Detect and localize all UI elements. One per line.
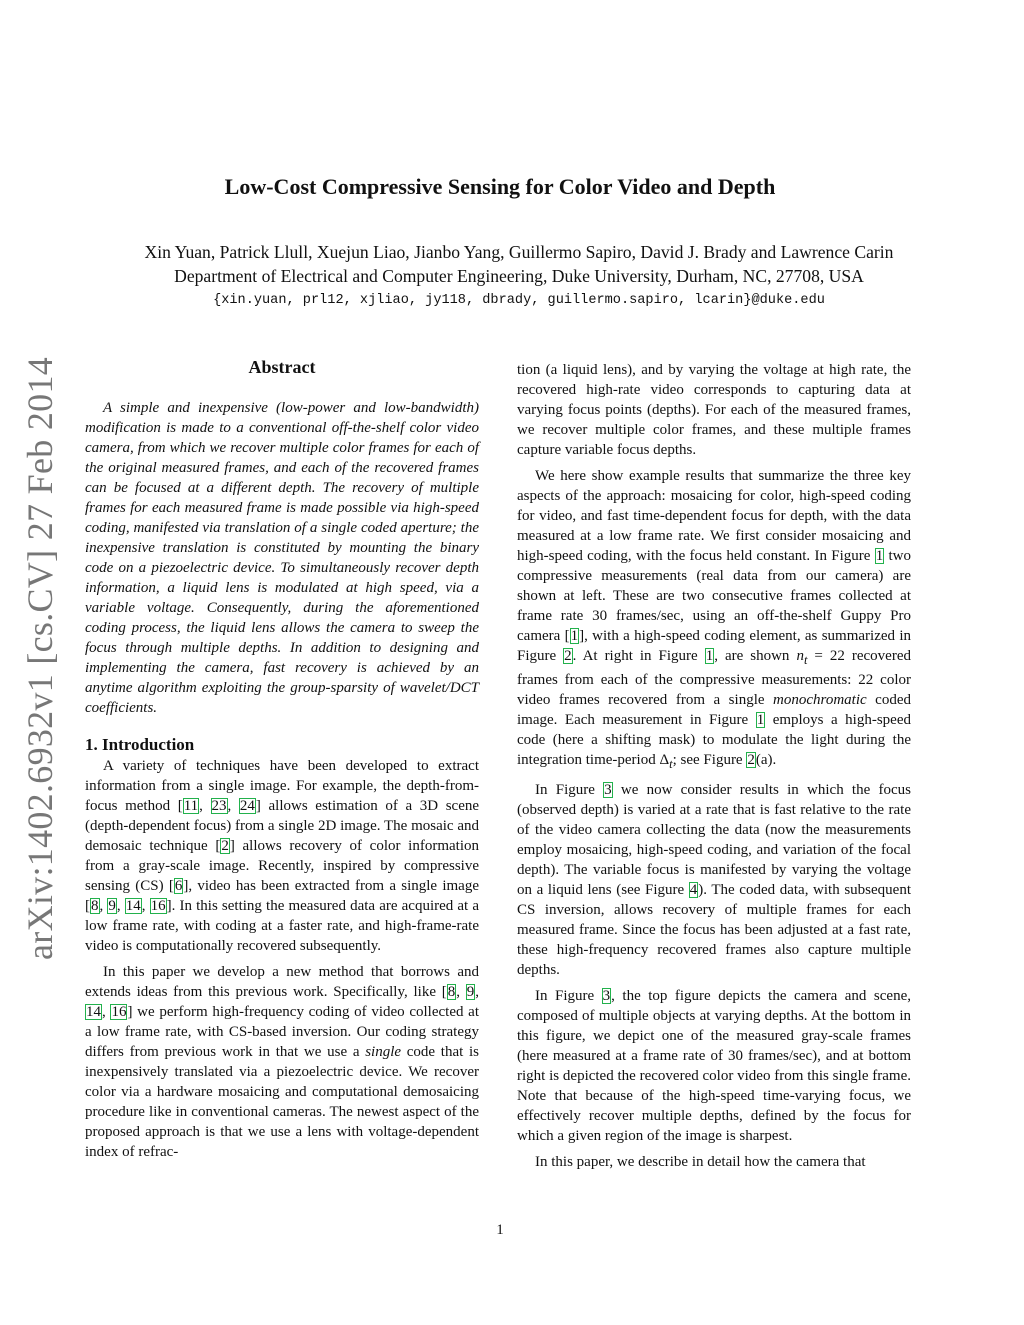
right-paragraph-4	[517, 986, 911, 1146]
right-p4-text-b: , the top figure depicts the camera and scene, composed of multiple objects at varying depths. At the bottom in this figure, we depict one of the measured gray-scale frames (here measured at a frame rate of 30 frames/sec), and at bottom right is depicted the recovered color video from this single frame. Note that because of the high-speed time-varying focus, we effectively recover multiple depths, defined by the focus for which a given region of the image is sharpest.	[517, 988, 911, 1144]
intro-p1-text-d: ], video has been extracted from a single image [	[85, 878, 479, 914]
figure-ref-link[interactable]: 3	[604, 782, 612, 798]
math-nt-subscript: t	[803, 653, 808, 667]
author-affiliation: Department of Electrical and Computer Engineering, Duke University, Durham, NC, 27708, USA	[174, 266, 864, 286]
citation-link[interactable]: 14	[125, 898, 141, 914]
citation-separator: ,	[227, 798, 239, 814]
right-p2-text-j: (a).	[755, 752, 777, 768]
figure-ref-link[interactable]: 4	[689, 882, 698, 898]
left-column	[85, 352, 479, 1162]
citation-separator: ,	[475, 984, 479, 1000]
citation-separator: ,	[102, 1004, 111, 1020]
right-paragraph-1: tion (a liquid lens), and by varying the voltage at high rate, the recovered high-rate video corresponds to capturing data at varying focus points (depths). For each of the measured frames, we recover multiple color frames, and these multiple frames capture variable focus depths.	[517, 362, 911, 458]
right-p2-text-f: recovered frames from each of the compressive measurements: 22 color video frames recovered from a single	[517, 648, 911, 708]
citation-link[interactable]: 11	[183, 798, 199, 814]
math-delta-base: Δ	[659, 752, 670, 768]
right-p3-text-b: we now consider results in which the focus (observed depth) is varied at a rate that is fast relative to the rate of the video camera collecting the data (now the measurements employ mosaicing, high-speed coding, and variation of the focal depth). The variable focus is manifested by varying the voltage on a liquid lens (see Figure	[517, 782, 911, 898]
citation-link[interactable]: 2	[221, 838, 229, 854]
intro-p1-text-c: ] allows recovery of color information from a gray-scale image. Recently, inspired by compressive sensing (CS) [	[85, 838, 479, 894]
citation-link[interactable]: 14	[86, 1004, 101, 1020]
right-p3-text-c: ). The coded data, with subsequent CS inversion, allows recovery of multiple frames for each measured frame. Since the focus has been adjusted at a fast rate, these high-frequency recovered frames also capture multiple depths.	[517, 882, 911, 978]
math-delta-subscript: t	[669, 757, 673, 771]
arxiv-identifier-stamp: arXiv:1402.6932v1 [cs.CV] 27 Feb 2014	[20, 356, 60, 960]
abstract-heading: Abstract	[248, 357, 316, 377]
right-p2-text-a: We here show example results that summarize the three key aspects of the approach: mosaicing for color, high-speed coding for video, and fast time-dependent focus for depth, with the data measured at a low frame rate. We first consider mosaicing and high-speed coding, with the focus held constant. In Figure	[517, 468, 911, 564]
citation-link[interactable]: 6	[174, 878, 183, 894]
citation-link[interactable]: 23	[211, 798, 227, 814]
right-p2-text-e: , are shown	[714, 648, 797, 664]
right-p2-text-d: . At right in Figure	[572, 648, 705, 664]
right-p2-text-g: coded image. Each measurement in Figure	[517, 692, 911, 728]
citation-link[interactable]: 1	[570, 628, 579, 644]
right-paragraph-5: In this paper, we describe in detail how the camera that	[535, 1154, 866, 1170]
right-p2-text-c: ], with a high-speed coding element, as summarized in Figure	[517, 628, 911, 664]
citation-link[interactable]: 8	[91, 898, 99, 914]
citation-link[interactable]: 16	[111, 1004, 127, 1020]
intro-p2-text-c: code that is inexpensively translated via a piezoelectric device. We recover color via a hardware mosaicing and computational demosaicing procedure like in conventional cameras. The newest aspect of the proposed approach is that we use a lens with voltage-dependent index of refrac-	[85, 1044, 479, 1160]
author-emails: {xin.yuan, prl12, xjliao, jy118, dbrady, guillermo.sapiro, lcarin}@duke.edu	[213, 293, 825, 308]
intro-paragraph-1	[85, 756, 479, 956]
abstract-body	[85, 398, 479, 718]
citation-separator: ,	[456, 984, 466, 1000]
citation-link[interactable]: 9	[466, 984, 475, 1000]
citation-separator: ,	[116, 898, 125, 914]
citation-separator: ,	[199, 798, 211, 814]
citation-link[interactable]: 16	[150, 898, 166, 914]
figure-ref-link[interactable]: 1	[875, 548, 884, 564]
citation-link[interactable]: 8	[447, 984, 456, 1000]
right-paragraph-3	[517, 780, 911, 980]
math-delta-t	[659, 752, 673, 771]
section-heading-introduction: 1. Introduction	[85, 735, 195, 754]
intro-p2-text-a: In this paper we develop a new method that borrows and extends ideas from this previous work. Specifically, like [	[85, 964, 479, 1000]
citation-separator: ,	[99, 898, 108, 914]
right-p2-text-h: employs a high-speed code (here a shifting mask) to modulate the light during the integration time-period	[517, 712, 911, 768]
citation-link[interactable]: 24	[239, 798, 255, 814]
intro-p1-text-e: ]. In this setting the measured data are acquired at a low frame rate, with coding at a faster rate, and high-frame-rate video is computationally recovered subsequently.	[85, 898, 479, 954]
figure-ref-link[interactable]: 3	[602, 988, 611, 1004]
right-p3-text-a: In Figure	[535, 782, 604, 798]
paper-title: Low-Cost Compressive Sensing for Color Video and Depth	[224, 174, 776, 199]
right-p4-text-a: In Figure	[535, 988, 602, 1004]
figure-ref-link[interactable]: 1	[756, 712, 765, 728]
math-nt-base: n	[796, 648, 804, 664]
figure-ref-link[interactable]: 1	[705, 648, 714, 664]
intro-p2-text-b: ] we perform high-frequency coding of video collected at a low frame rate, with CS-based inversion. Our coding strategy differs from previous work in that we use a	[85, 1004, 480, 1060]
intro-p1-text-a: A variety of techniques have been developed to extract information from a single image. For example, the depth-from-focus method [	[85, 758, 479, 814]
intro-p1-text-b: ] allows estimation of a 3D scene (depth-dependent focus) from a single 2D image. The mosaic and demosaic technique [	[85, 798, 480, 854]
intro-paragraph-2	[85, 962, 479, 1162]
emphasis-single: single	[365, 1044, 402, 1060]
right-column	[517, 360, 911, 1178]
right-p2-text-i: ; see Figure	[672, 752, 747, 768]
abstract-text: A simple and inexpensive (low-power and low-bandwidth) modification is made to a conventional off-the-shelf color video camera, from which we recover multiple color frames for each of the original measured frames, and each of the recovered frames can be focused at a different depth. The recovery of multiple frames for each measured frame is made possible via high-speed coding, manifested via translation of a single coded aperture; the inexpensive translation is constituted by mounting the binary code on a piezoelectric device. To simultaneously recover depth information, a liquid lens is modulated at high speed, via a variable voltage. Consequently, during the aforementioned coding process, the liquid lens allows the camera to sweep the focus through multiple depths. In addition to designing and implementing the camera, fast recovery is achieved by an anytime algorithm exploiting the group-sparsity of wavelet/DCT coefficients.	[85, 400, 479, 716]
citation-separator: ,	[141, 898, 150, 914]
math-nt-value: = 22	[807, 648, 845, 664]
emphasis-monochromatic: monochromatic	[773, 692, 867, 708]
page-number: 1	[496, 1222, 504, 1238]
figure-ref-link[interactable]: 2	[564, 648, 572, 664]
math-nt	[796, 648, 808, 667]
right-p2-text-b: two compressive measurements (real data from our camera) are shown at left. These are two consecutive frames collected at frame rate 30 frames/sec, using an off-the-shelf Guppy Pro camera [	[517, 548, 911, 644]
citation-link[interactable]: 9	[108, 898, 116, 914]
figure-ref-link[interactable]: 2	[747, 752, 755, 768]
right-paragraph-2	[517, 466, 911, 774]
author-list: Xin Yuan, Patrick Llull, Xuejun Liao, Jianbo Yang, Guillermo Sapiro, David J. Brady and Lawrence Carin	[144, 242, 894, 262]
